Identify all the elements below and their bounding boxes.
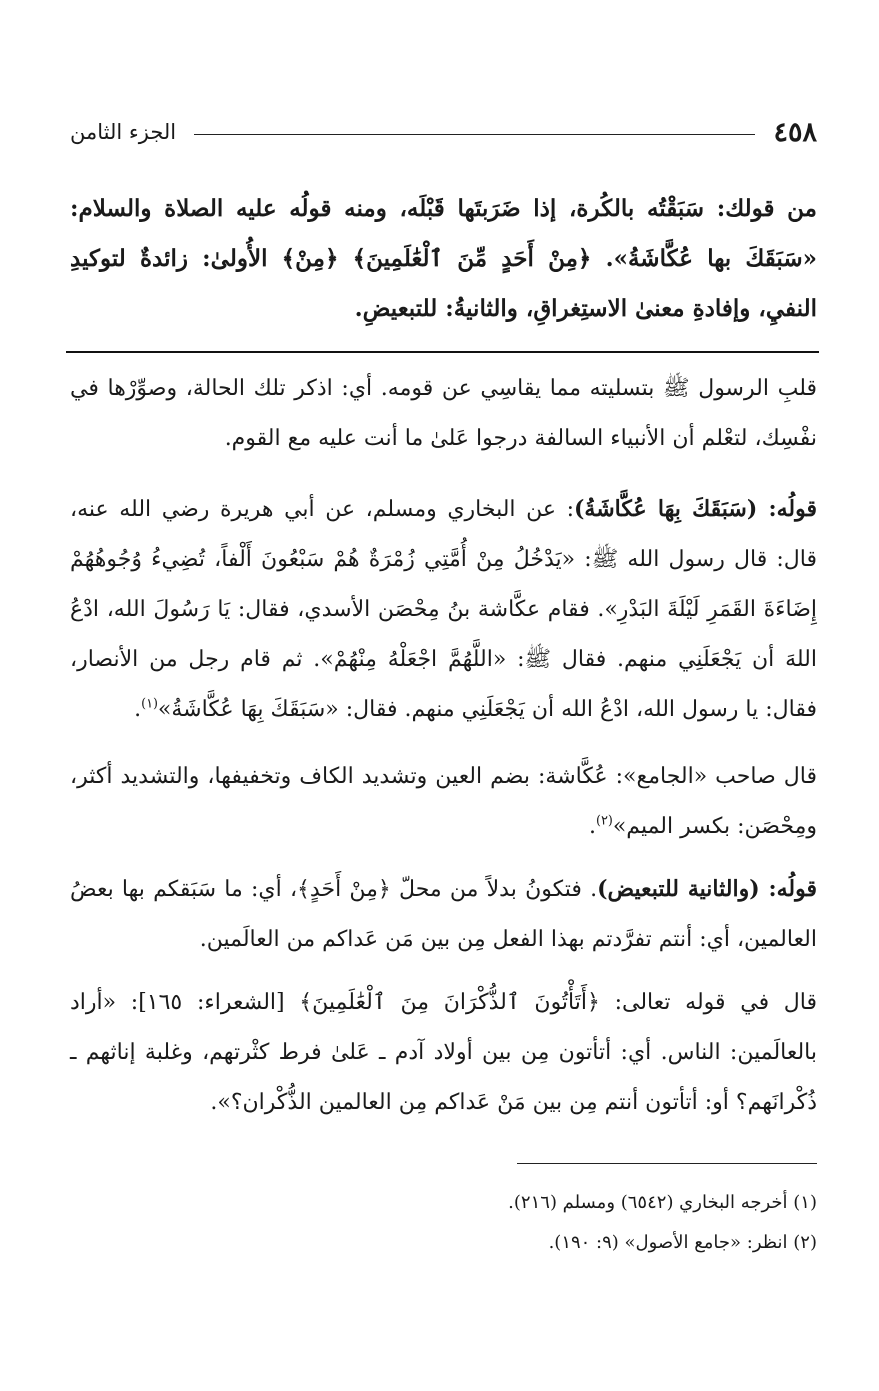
footnote-ref-1: (١) bbox=[141, 696, 158, 712]
paragraph-lead: قولُه: (سَبَقَكَ بِهَا عُكَّاشَةُ) bbox=[574, 496, 817, 522]
paragraph-text: قال صاحب «الجامع»: عُكَّاشة: بضم العين وتشديد الكاف وتخفيفها، والتشديد أكثر، ومِحْصَن: بكسر الميم» bbox=[70, 764, 817, 839]
footnote-ref-2: (٢) bbox=[596, 813, 613, 829]
paragraph-text: : عن البخاري ومسلم، عن أبي هريرة رضي الله عنه، قال: قال رسول الله ﷺ: «يَدْخُلُ مِنْ أُمَّتِي زُمْرَةٌ هُمْ سَبْعُونَ أَلْفاً، تُضِيءُ وُجُوهُهُمْ إِضَاءَةَ القَمَرِ لَيْلَةَ البَدْرِ». فقام عكَّاشة بنُ مِحْصَن الأسدي، فقال: يَا رَسُولَ الله، ادْعُ اللهَ أن يَجْعَلَنِي منهم. فقال ﷺ: «اللَّهُمَّ اجْعَلْهُ مِنْهُمْ». ثم قام رجل من الأنصار، فقال: يا رسول الله، ادْعُ الله أن يَجْعَلَنِي منهم. فقال: «سَبَقَكَ بِهَا عُكَّاشَةُ» bbox=[70, 497, 817, 722]
commentary-paragraph-5: قال في قوله تعالى: ﴿أَتَأْتُونَ ٱلذُّكْرَانَ مِنَ ٱلْعَٰلَمِينَ﴾ [الشعراء: ١٦٥]: «أراد بالعالَمين: الناس. أي: أتأتون مِن بين أولاد آدم ـ عَلىٰ فرط كثْرتهم، وغلبة إناثهم ـ ذُكْرانَهم؟ أو: أتأتون أنتم مِن بين مَنْ عَداكم مِن العالمين الذُّكْران؟». bbox=[70, 990, 817, 1115]
footnote-1: (١) أخرجه البخاري (٦٥٤٢) ومسلم (٢١٦). bbox=[508, 1192, 817, 1213]
paragraph-lead: قولُه: (والثانية للتبعيض) bbox=[597, 876, 817, 902]
commentary-paragraph-4 bbox=[70, 864, 817, 965]
matn-commentary-divider bbox=[66, 351, 819, 353]
commentary-paragraph-1: قلبِ الرسول ﷺ بتسليته مما يقاسِي عن قومه. أي: اذكر تلك الحالة، وصوِّرْها في نفْسِك، لتعْلم أن الأنبياء السالفة درجوا عَلىٰ ما أنت عليه مع القوم. bbox=[70, 376, 817, 451]
header-rule bbox=[194, 134, 755, 135]
commentary-paragraph-3: قال صاحب «الجامع»: عُكَّاشة: بضم العين وتشديد الكاف وتخفيفها، والتشديد أكثر، ومِحْصَن: بكسر الميم»$^{(٢)}$. bbox=[70, 764, 817, 839]
running-title: الجزء الثامن bbox=[70, 120, 177, 144]
footnotes bbox=[70, 1183, 817, 1263]
page-number: ٤٥٨ bbox=[773, 116, 817, 148]
paragraph-text: . فتكونُ بدلاً من محلّ ﴿مِنْ أَحَدٍ﴾، أي: ما سَبَقكم بها بعضُ العالمين، أي: أنتم تفرَّدتم بهذا الفعل مِن بين مَن عَداكم من العالَمين. bbox=[70, 877, 817, 952]
footnote-2: (٢) انظر: «جامع الأصول» (٩: ١٩٠). bbox=[548, 1232, 817, 1253]
running-header bbox=[70, 112, 817, 152]
footnote-divider bbox=[517, 1163, 817, 1164]
matn-paragraph: من قولك: سَبَقْتُه بالكُرة، إذا ضَرَبتَها قَبْلَه، ومنه قولُه عليه الصلاة والسلام: «سَبَقَكَ بها عُكَّاشَةُ». ﴿مِنْ أَحَدٍ مِّنَ ٱلْعَٰلَمِينَ﴾ ﴿مِنْ﴾ الأُولىٰ: زائدةٌ لتوكيدِ النفيِ، وإفادةِ معنىٰ الاستِغراقِ، والثانيةُ: للتبعيضِ. bbox=[70, 195, 817, 322]
commentary-paragraph-2: قولُه: (سَبَقَكَ بِهَا عُكَّاشَةُ): عن البخاري ومسلم، عن أبي هريرة رضي الله عنه، قال: قال رسول الله ﷺ: «يَدْخُلُ مِنْ أُمَّتِي زُمْرَةٌ هُمْ سَبْعُونَ أَلْفاً، تُضِيءُ وُجُوهُهُمْ إِضَاءَةَ القَمَرِ لَيْلَةَ البَدْرِ». فقام عكَّاشة بنُ مِحْصَن الأسدي، فقال: يَا رَسُولَ الله، ادْعُ اللهَ أن يَجْعَلَنِي منهم. فقال ﷺ: «اللَّهُمَّ اجْعَلْهُ مِنْهُمْ». ثم قام رجل من الأنصار، فقال: يا رسول الله، ادْعُ الله أن يَجْعَلَنِي منهم. فقال: «سَبَقَكَ بِهَا عُكَّاشَةُ»$^{(١)}$. bbox=[70, 496, 817, 722]
